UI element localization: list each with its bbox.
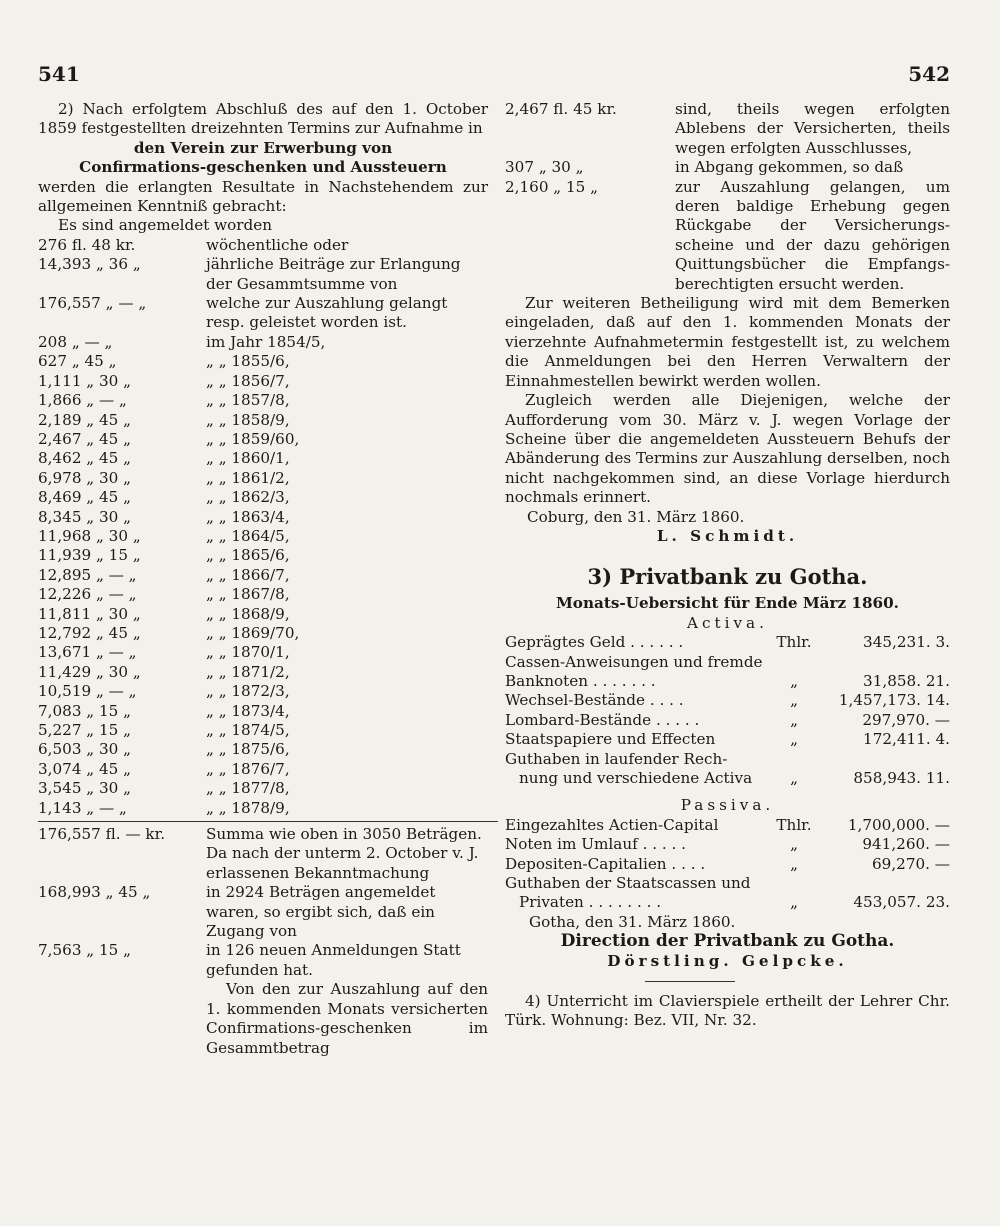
table-row [38,527,488,546]
table-row [38,702,488,721]
table-row [38,740,488,759]
balance-row [505,691,950,710]
table-row [38,352,488,371]
page-number-left: 541 [38,62,80,86]
balance-row [505,653,950,672]
table-row [38,488,488,507]
description: welche zur Auszahlung gelangt resp. geleistet worden ist. [206,294,448,332]
table-row [38,643,488,662]
item-value: 172,411. 4. [863,730,950,749]
intro-text: 2) Nach erfolgtem Abschluß des auf den 1. October 1859 festgestellten dreizehnten Termins zur Aufnahme in [38,100,488,138]
amount: 7,563 „ 15 „ [38,941,132,960]
year: „ „ 1869/70, [206,623,300,642]
item-value: 858,943. 11. [853,769,950,787]
item-value [818,653,950,672]
description: in 126 neuen Anmeldungen Statt gefunden hat. [206,941,461,979]
coburg-date: Coburg, den 31. März 1860. [527,507,745,526]
description: in 2924 Beträgen angemeldet waren, so ergibt sich, daß ein Zugang von [206,883,436,941]
item-label: Guthaben der Staatscassen und [505,874,751,893]
balance-row [505,855,950,874]
amount: 8,462 „ 45 „ [38,449,132,468]
summary-rows [38,825,488,980]
table-row [38,294,488,333]
amount: 276 fl. 48 kr. [38,235,136,254]
signature-directors: Dörstling. Gelpcke. [607,951,848,970]
angemeldet-text: Es sind angemeldet worden [58,216,273,235]
item-label: Wechsel-Bestände . . . . [505,691,684,710]
description: zur Auszahlung gelangen, um deren baldige Erhebung gegen Rückgabe der Versicherungs-scheine und der dazu gehörigen Quittungsbücher die Empfangs-berechtigten ersucht werden. [675,177,950,293]
passiva-heading: Passiva. [680,796,775,815]
year: im Jahr 1854/5, [206,332,326,351]
amount: 8,345 „ 30 „ [38,507,132,526]
year: „ „ 1868/9, [206,604,290,623]
item-value: 453,057. 23. [853,893,950,912]
year: „ „ 1865/6, [206,546,290,565]
amount: 11,429 „ 30 „ [38,662,141,681]
table-row [38,469,488,488]
currency: Thlr. [776,815,812,834]
table-row [38,605,488,624]
amount: 627 „ 45 „ [38,352,117,371]
item-label: Noten im Umlauf . . . . . [505,835,687,854]
amount: 6,978 „ 30 „ [38,468,132,487]
year: „ „ 1859/60, [206,429,300,448]
amount: 2,160 „ 15 „ [505,177,599,196]
table-row [38,663,488,682]
activa-table [505,633,950,788]
year: „ „ 1855/6, [206,352,290,371]
amount: 176,557 „ — „ [38,294,147,313]
currency: „ [790,893,798,912]
signature-schmidt: L. Schmidt. [656,526,799,545]
balance-row [505,816,950,835]
year: „ „ 1858/9, [206,410,290,429]
year: „ „ 1856/7, [206,371,290,390]
year: „ „ 1866/7, [206,565,290,584]
year: „ „ 1872/3, [206,682,290,701]
table-row [38,449,488,468]
bank-heading: 3) Privatbank zu Gotha. [587,564,868,590]
amount: 1,111 „ 30 „ [38,371,132,390]
item-label: nung und verschiedene Activa [519,769,753,787]
section-divider [645,981,735,982]
currency: „ [790,710,798,729]
currency: „ [790,691,798,710]
yearly-table [38,333,488,818]
left-column [38,100,488,1058]
amount: 307 „ 30 „ [505,158,584,177]
amount: 5,227 „ 15 „ [38,721,132,739]
table-row [38,508,488,527]
table-row [38,546,488,565]
balance-row [505,874,950,893]
amount: 3,545 „ 30 „ [38,779,132,798]
year: „ „ 1860/1, [206,449,290,468]
werden-text: werden die erlangten Resultate in Nachstehendem zur allgemeinen Kenntniß gebracht: [38,177,488,216]
amount: 12,895 „ — „ [38,565,137,584]
year: „ „ 1876/7, [206,759,290,778]
amount: 13,671 „ — „ [38,643,137,662]
item-value: 941,260. — [862,835,950,854]
table-row [38,566,488,585]
verein-heading: den Verein zur Erwerbung von Confirmations-geschenken und Aussteuern [79,138,447,177]
balance-row [505,633,950,652]
table-row [38,372,488,391]
amount: 10,519 „ — „ [38,682,137,701]
clavier-notice: 4) Unterricht im Clavierspiele ertheilt der Lehrer Chr. Türk. Wohnung: Bez. VII, Nr. 32. [505,992,950,1030]
balance-row [505,750,950,769]
table-row [38,255,488,294]
amount: 208 „ — „ [38,332,113,351]
item-value: 345,231. 3. [863,633,950,652]
description: jährliche Beiträge zur Erlangung der Gesammtsumme von [206,255,461,293]
table-row [38,624,488,643]
year: „ „ 1870/1, [206,643,290,662]
amount: 14,393 „ 36 „ [38,255,141,274]
table-row [38,411,488,430]
description: Summa wie oben in 3050 Beträgen. Da nach der unterm 2. October v. J. erlassenen Bekanntmachung [206,825,482,882]
year: „ „ 1857/8, [206,391,290,410]
item-value [818,750,950,769]
currency: „ [790,769,798,787]
page-number-right: 542 [908,62,950,86]
year: „ „ 1875/6, [206,740,290,759]
table-row [38,825,488,883]
year: „ „ 1874/5, [206,721,290,739]
currency: Thlr. [776,633,812,652]
currency [770,750,818,769]
table-row [38,760,488,779]
right-column [505,100,950,1031]
year: „ „ 1878/9, [206,798,290,817]
table-row [505,178,950,294]
currency [770,874,818,893]
von-den-text: Von den zur Auszahlung auf den 1. kommenden Monats versicherten Confirmations-geschenken im Gesammtbetrag [206,980,488,1057]
item-label: Privaten . . . . . . . . [519,893,662,912]
activa-heading: Activa. [687,613,768,632]
amount: 11,939 „ 15 „ [38,546,141,565]
amount: 8,469 „ 45 „ [38,488,132,507]
amount: 176,557 fl. — kr. [38,825,166,844]
item-value: 1,700,000. — [847,815,950,834]
paragraph-invitation: Zur weiteren Betheiligung wird mit dem Bemerken eingeladen, daß auf den 1. kommenden Monats der vierzehnte Aufnahmetermin festgestellt ist, zu welchem die Anmeldungen bei den Herren Verwaltern der Einnahmestellen bewirkt werden wollen. [505,294,950,390]
item-label: Depositen-Capitalien . . . . [505,854,706,873]
item-label: Staatspapiere und Effecten [505,730,716,749]
balance-row [505,711,950,730]
currency: „ [790,854,798,873]
balance-row [505,730,950,749]
table-row [38,779,488,798]
amount: 2,189 „ 45 „ [38,410,132,429]
balance-row [505,672,950,691]
table-row [38,682,488,701]
year: „ „ 1864/5, [206,526,290,545]
amount: 7,083 „ 15 „ [38,701,132,720]
table-row [38,799,488,818]
balance-row [505,893,950,912]
year: „ „ 1867/8, [206,585,290,604]
year: „ „ 1863/4, [206,507,290,526]
table-row [38,883,488,941]
table-row [38,941,488,980]
amount: 1,866 „ — „ [38,391,127,410]
table-row [38,391,488,410]
item-label: Geprägtes Geld . . . . . . [505,633,684,652]
year: „ „ 1862/3, [206,488,290,507]
year: „ „ 1873/4, [206,701,290,720]
year: „ „ 1871/2, [206,662,290,681]
item-value: 297,970. — [862,710,950,729]
item-label: Guthaben in laufender Rech- [505,749,728,768]
amount: 3,074 „ 45 „ [38,759,132,778]
currency: „ [790,730,798,749]
currency: „ [790,835,798,854]
table-row [505,158,950,177]
amount: 11,968 „ 30 „ [38,526,141,545]
gotha-date: Gotha, den 31. März 1860. [529,912,736,931]
item-value: 1,457,173. 14. [838,691,950,710]
description: sind, theils wegen erfolgten Ablebens der Versicherten, theils wegen erfolgten Ausschlusses, [675,100,950,157]
balance-row [505,835,950,854]
monthly-overview-title: Monats-Uebersicht für Ende März 1860. [556,594,899,613]
table-row [38,430,488,449]
item-label: Cassen-Anweisungen und fremde [505,652,763,671]
table-row [38,721,488,740]
table-row [505,100,950,158]
passiva-table [505,816,950,913]
year: „ „ 1877/8, [206,779,290,798]
table-row [38,585,488,604]
item-label: Eingezahltes Actien-Capital [505,815,719,834]
amount: 1,143 „ — „ [38,798,127,817]
amount: 6,503 „ 30 „ [38,740,132,759]
item-label: Banknoten . . . . . . . [505,671,656,690]
amount: 11,811 „ 30 „ [38,604,141,623]
table-row [38,236,488,255]
bank-direction: Direction der Privatbank zu Gotha. [560,931,895,952]
balance-row [505,769,950,788]
item-value [818,874,950,893]
amount: 2,467 fl. 45 kr. [505,100,617,118]
item-label: Lombard-Bestände . . . . . [505,710,700,729]
registration-rows [38,236,488,333]
table-row [38,333,488,352]
description: wöchentliche oder [206,235,349,254]
item-value: 31,858. 21. [863,671,950,690]
amount: 2,467 „ 45 „ [38,429,132,448]
amount: 12,792 „ 45 „ [38,623,141,642]
description: in Abgang gekommen, so daß [675,158,904,177]
currency: „ [790,671,798,690]
amount: 168,993 „ 45 „ [38,883,151,902]
currency [770,653,818,672]
sum-divider [38,821,498,822]
year: „ „ 1861/2, [206,468,290,487]
paragraph-reminder: Zugleich werden alle Diejenigen, welche der Aufforderung vom 30. März v. J. wegen Vorlage der Scheine über die angemeldeten Aussteuern Behufs der Abänderung des Termins zur Auszahlung derselben, noch nicht nachgekommen sind, an diese Vorlage hierdurch nochmals erinnert. [505,391,950,507]
item-value: 69,270. — [872,854,950,873]
amount: 12,226 „ — „ [38,585,137,604]
